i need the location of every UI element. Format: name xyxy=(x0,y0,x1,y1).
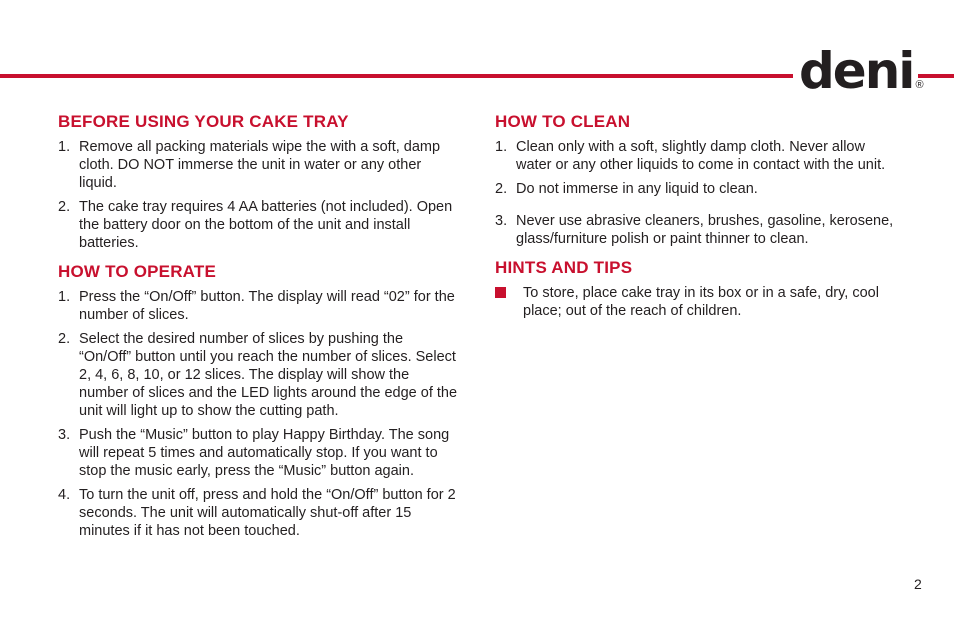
item-text: Remove all packing materials wipe the with a soft, damp cloth. DO NOT immerse the unit in water or any other liquid. xyxy=(79,139,441,191)
list-item xyxy=(58,426,458,480)
left-column xyxy=(58,112,458,550)
item-text: Clean only with a soft, slightly damp cloth. Never allow water or any other liquids to come in contact with the unit. xyxy=(516,139,886,173)
heading-how-to-clean: HOW TO CLEAN xyxy=(495,112,631,131)
list-item xyxy=(495,138,895,174)
item-number: 3. xyxy=(495,213,508,229)
square-bullet-icon xyxy=(495,287,506,298)
item-number: 4. xyxy=(58,487,71,503)
item-text: Never use abrasive cleaners, brushes, gasoline, kerosene, glass/furniture polish or paint thinner to clean. xyxy=(516,213,894,247)
list-item xyxy=(58,138,458,192)
heading-hints-and-tips: HINTS AND TIPS xyxy=(495,258,633,277)
list-hints-and-tips xyxy=(495,284,895,320)
section-before-using xyxy=(58,112,458,252)
list-item xyxy=(495,180,895,198)
brand-logo xyxy=(799,40,924,100)
list-how-to-clean xyxy=(495,138,895,248)
item-number: 2. xyxy=(58,199,71,215)
list-item xyxy=(58,330,458,420)
list-item xyxy=(495,284,895,320)
item-number: 3. xyxy=(58,427,71,443)
registered-mark: ® xyxy=(915,79,924,91)
list-before-using xyxy=(58,138,458,252)
right-column xyxy=(495,112,895,330)
item-text: Select the desired number of slices by pushing the “On/Off” button until you reach the number of slices. Select 2, 4, 6, 8, 10, or 12 slices. The display will show the number of slices and the LED lights around the edge of the unit will light up to show the cutting path. xyxy=(79,331,458,419)
brand-wordmark: deni xyxy=(799,42,914,100)
item-text: The cake tray requires 4 AA batteries (not included). Open the battery door on the bottom of the unit and install batteries. xyxy=(79,199,453,251)
list-item xyxy=(58,198,458,252)
item-text: Do not immerse in any liquid to clean. xyxy=(516,181,758,197)
section-hints-and-tips xyxy=(495,258,895,320)
page-number: 2 xyxy=(914,576,922,592)
item-text: To store, place cake tray in its box or in a safe, dry, cool place; out of the reach of children. xyxy=(523,285,879,319)
heading-before-using: BEFORE USING YOUR CAKE TRAY xyxy=(58,112,349,131)
item-number: 2. xyxy=(58,331,71,347)
item-text: Press the “On/Off” button. The display will read “02” for the number of slices. xyxy=(79,289,455,323)
item-number: 2. xyxy=(495,181,508,197)
list-how-to-operate xyxy=(58,288,458,540)
heading-how-to-operate: HOW TO OPERATE xyxy=(58,262,217,281)
item-text: Push the “Music” button to play Happy Birthday. The song will repeat 5 times and automatically stop. If you want to stop the music early, press the “Music” button again. xyxy=(79,427,450,479)
section-how-to-clean xyxy=(495,112,895,248)
list-item xyxy=(495,212,895,248)
item-number: 1. xyxy=(58,139,71,155)
item-number: 1. xyxy=(495,139,508,155)
item-text: To turn the unit off, press and hold the “On/Off” button for 2 seconds. The unit will automatically shut-off after 15 minutes if it has not been touched. xyxy=(79,487,456,539)
list-item xyxy=(58,486,458,540)
list-item xyxy=(58,288,458,324)
header-rule-left xyxy=(0,74,793,78)
item-number: 1. xyxy=(58,289,71,305)
section-how-to-operate xyxy=(58,262,458,540)
